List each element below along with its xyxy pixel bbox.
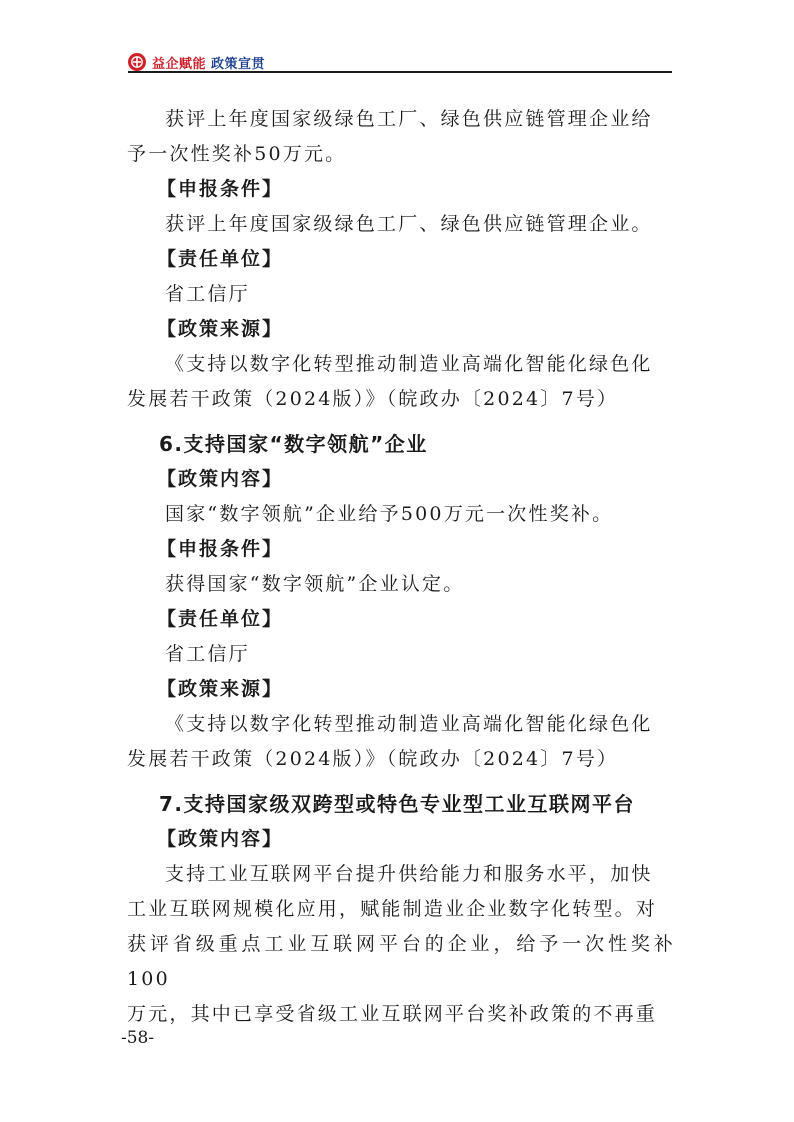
policy-content-line4: 万元，其中已享受省级工业互联网平台奖补政策的不再重 [127,1003,658,1025]
policy-content-line2: 工业互联网规模化应用，赋能制造业企业数字化转型。对 [127,898,658,920]
policy-source-line2: 发展若干政策（2024版）》（皖政办〔2024〕7号） [127,748,619,770]
logo-cross-icon [130,55,144,69]
policy-source-line2: 发展若干政策（2024版）》（皖政办〔2024〕7号） [127,388,619,410]
responsible-unit-text: 省工信厅 [165,643,250,665]
intro-paragraph-line2: 予一次性奖补50万元。 [127,143,347,165]
label-apply-conditions: 【申报条件】 [157,178,284,200]
label-policy-source: 【政策来源】 [157,678,284,700]
document-body [127,102,675,1032]
header-divider [128,71,672,73]
label-policy-source: 【政策来源】 [157,318,284,340]
section-6-title: 6.支持国家“数字领航”企业 [159,432,428,456]
intro-paragraph-line1: 获评上年度国家级绿色工厂、绿色供应链管理企业给 [165,108,653,130]
brand-name-part1: 益企赋能 [152,56,207,72]
policy-content-line3: 获评省级重点工业互联网平台的企业，给予一次性奖补100 [127,933,675,990]
brand-name [152,53,265,72]
label-apply-conditions: 【申报条件】 [157,538,284,560]
label-responsible-unit: 【责任单位】 [157,608,284,630]
apply-conditions-text: 获评上年度国家级绿色工厂、绿色供应链管理企业。 [165,213,653,235]
policy-source-line1: 《支持以数字化转型推动制造业高端化智能化绿色化 [165,353,653,375]
page-number: -58- [121,1028,155,1048]
page-header [128,52,265,72]
policy-content-line1: 支持工业互联网平台提升供给能力和服务水平，加快 [165,863,653,885]
apply-conditions-text: 获得国家“数字领航”企业认定。 [165,573,465,595]
label-responsible-unit: 【责任单位】 [157,248,284,270]
label-policy-content: 【政策内容】 [157,828,284,850]
responsible-unit-text: 省工信厅 [165,283,250,305]
section-7-title: 7.支持国家级双跨型或特色专业型工业互联网平台 [159,792,636,816]
label-policy-content: 【政策内容】 [157,468,284,490]
policy-source-line1: 《支持以数字化转型推动制造业高端化智能化绿色化 [165,713,653,735]
brand-name-part2: 政策宣贯 [211,56,266,72]
brand-logo-icon [128,53,146,71]
policy-content-text: 国家“数字领航”企业给予500万元一次性奖补。 [165,503,614,525]
